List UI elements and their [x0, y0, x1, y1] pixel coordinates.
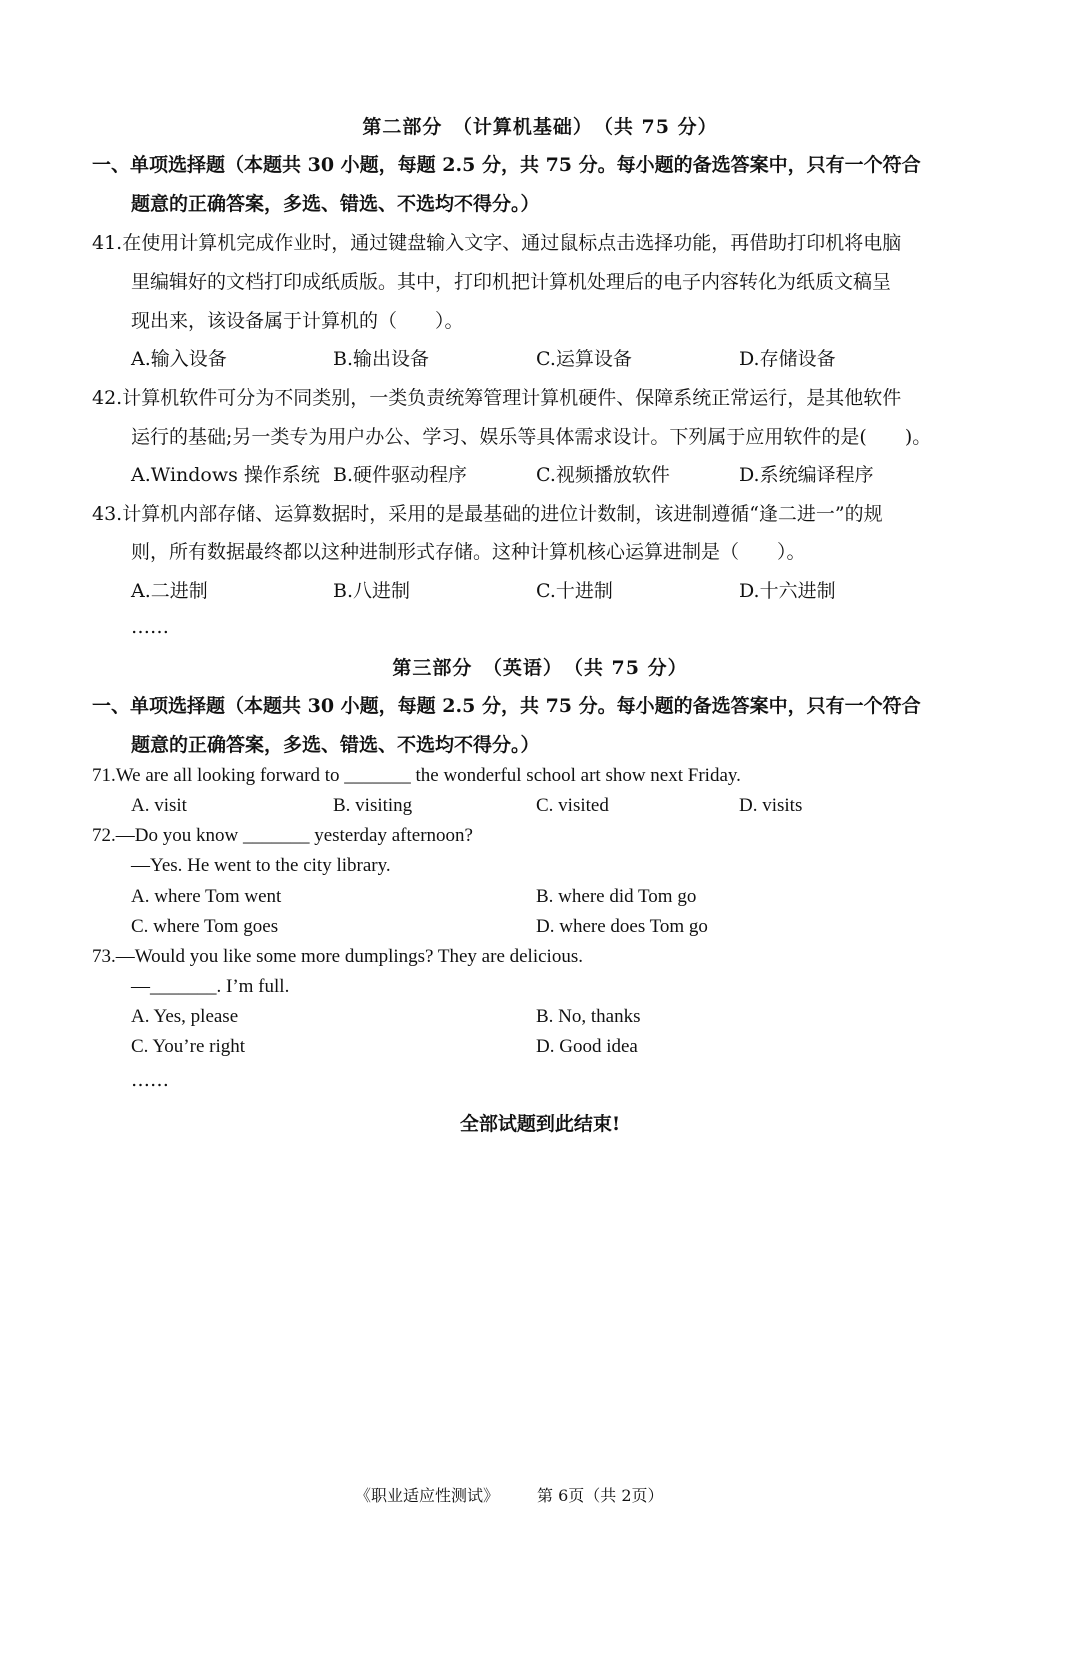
part3-ellipsis: …… [131, 1069, 169, 1091]
q71-option-b: B. visiting [333, 795, 413, 816]
q43-option-d: D.十六进制 [739, 580, 836, 602]
q43-option-a: A.二进制 [131, 580, 208, 602]
q42-stem-line2: 运行的基础;另一类专为用户办公、学习、娱乐等具体需求设计。下列属于应用软件的是( )。 [131, 426, 932, 448]
q42-stem-line1: 42.计算机软件可分为不同类别，一类负责统筹管理计算机硬件、保障系统正常运行，是其他软件 [92, 387, 902, 409]
q71-option-a: A. visit [131, 795, 187, 816]
q43-option-b: B.八进制 [333, 580, 411, 602]
q43-option-c: C.十进制 [536, 580, 613, 602]
q73-option-d: D. Good idea [536, 1036, 638, 1057]
q43-stem-line2: 则，所有数据最终都以这种进制形式存储。这种计算机核心运算进制是（ ）。 [131, 541, 806, 563]
q71-option-d: D. visits [739, 795, 803, 816]
part3-section-line2: 题意的正确答案，多选、错选、不选均不得分。） [131, 734, 540, 756]
q41-stem-line1: 41.在使用计算机完成作业时，通过键盘输入文字、通过鼠标点击选择功能，再借助打印机将电脑 [92, 232, 902, 254]
q73-option-a: A. Yes, please [131, 1006, 239, 1027]
q72-option-a: A. where Tom went [131, 886, 282, 907]
q42-option-a: A.Windows 操作系统 [131, 464, 320, 486]
q72-reply: —Yes. He went to the city library. [131, 855, 391, 876]
q42-option-d: D.系统编译程序 [739, 464, 874, 486]
footer-exam-name: 《职业适应性测试》 [355, 1486, 500, 1505]
q71-stem: 71.We are all looking forward to _______ the wonderful school art show next Friday. [92, 765, 741, 786]
part2-ellipsis: …… [131, 616, 169, 638]
q73-option-c: C. You’re right [131, 1036, 246, 1057]
q73-option-b: B. No, thanks [536, 1006, 641, 1027]
q41-stem-line2: 里编辑好的文档打印成纸质版。其中，打印机把计算机处理后的电子内容转化为纸质文稿呈 [131, 271, 892, 293]
part2-title: 第二部分 （计算机基础） （共 75 分） [362, 116, 718, 138]
q41-option-b: B.输出设备 [333, 348, 430, 370]
q71-option-c: C. visited [536, 795, 609, 816]
part3-title: 第三部分 （英语） （共 75 分） [392, 657, 688, 679]
q41-option-a: A.输入设备 [131, 348, 227, 370]
q72-option-c: C. where Tom goes [131, 916, 279, 937]
q41-option-c: C.运算设备 [536, 348, 632, 370]
q72-option-b: B. where did Tom go [536, 886, 697, 907]
q42-option-b: B.硬件驱动程序 [333, 464, 468, 486]
footer-page-info: 第 6页（共 2页） [537, 1486, 664, 1505]
q41-stem-line3: 现出来，该设备属于计算机的（ ）。 [131, 310, 464, 332]
q72-stem: 72.—Do you know _______ yesterday afternoon? [92, 825, 473, 846]
q42-option-c: C.视频播放软件 [536, 464, 670, 486]
q73-reply: —_______. I’m full. [131, 976, 290, 997]
part2-section-line1: 一、单项选择题（本题共 30 小题，每题 2.5 分，共 75 分。每小题的备选答案中，只有一个符合 [92, 154, 921, 176]
end-note: 全部试题到此结束! [459, 1113, 621, 1135]
part2-section-line2: 题意的正确答案，多选、错选、不选均不得分。） [131, 193, 540, 215]
q72-option-d: D. where does Tom go [536, 916, 708, 937]
q73-stem: 73.—Would you like some more dumplings? They are delicious. [92, 946, 583, 967]
q41-option-d: D.存储设备 [739, 348, 836, 370]
part3-section-line1: 一、单项选择题（本题共 30 小题，每题 2.5 分，共 75 分。每小题的备选答案中，只有一个符合 [92, 695, 921, 717]
q43-stem-line1: 43.计算机内部存储、运算数据时，采用的是最基础的进位计数制，该进制遵循“逢二进一”的规 [92, 503, 883, 525]
